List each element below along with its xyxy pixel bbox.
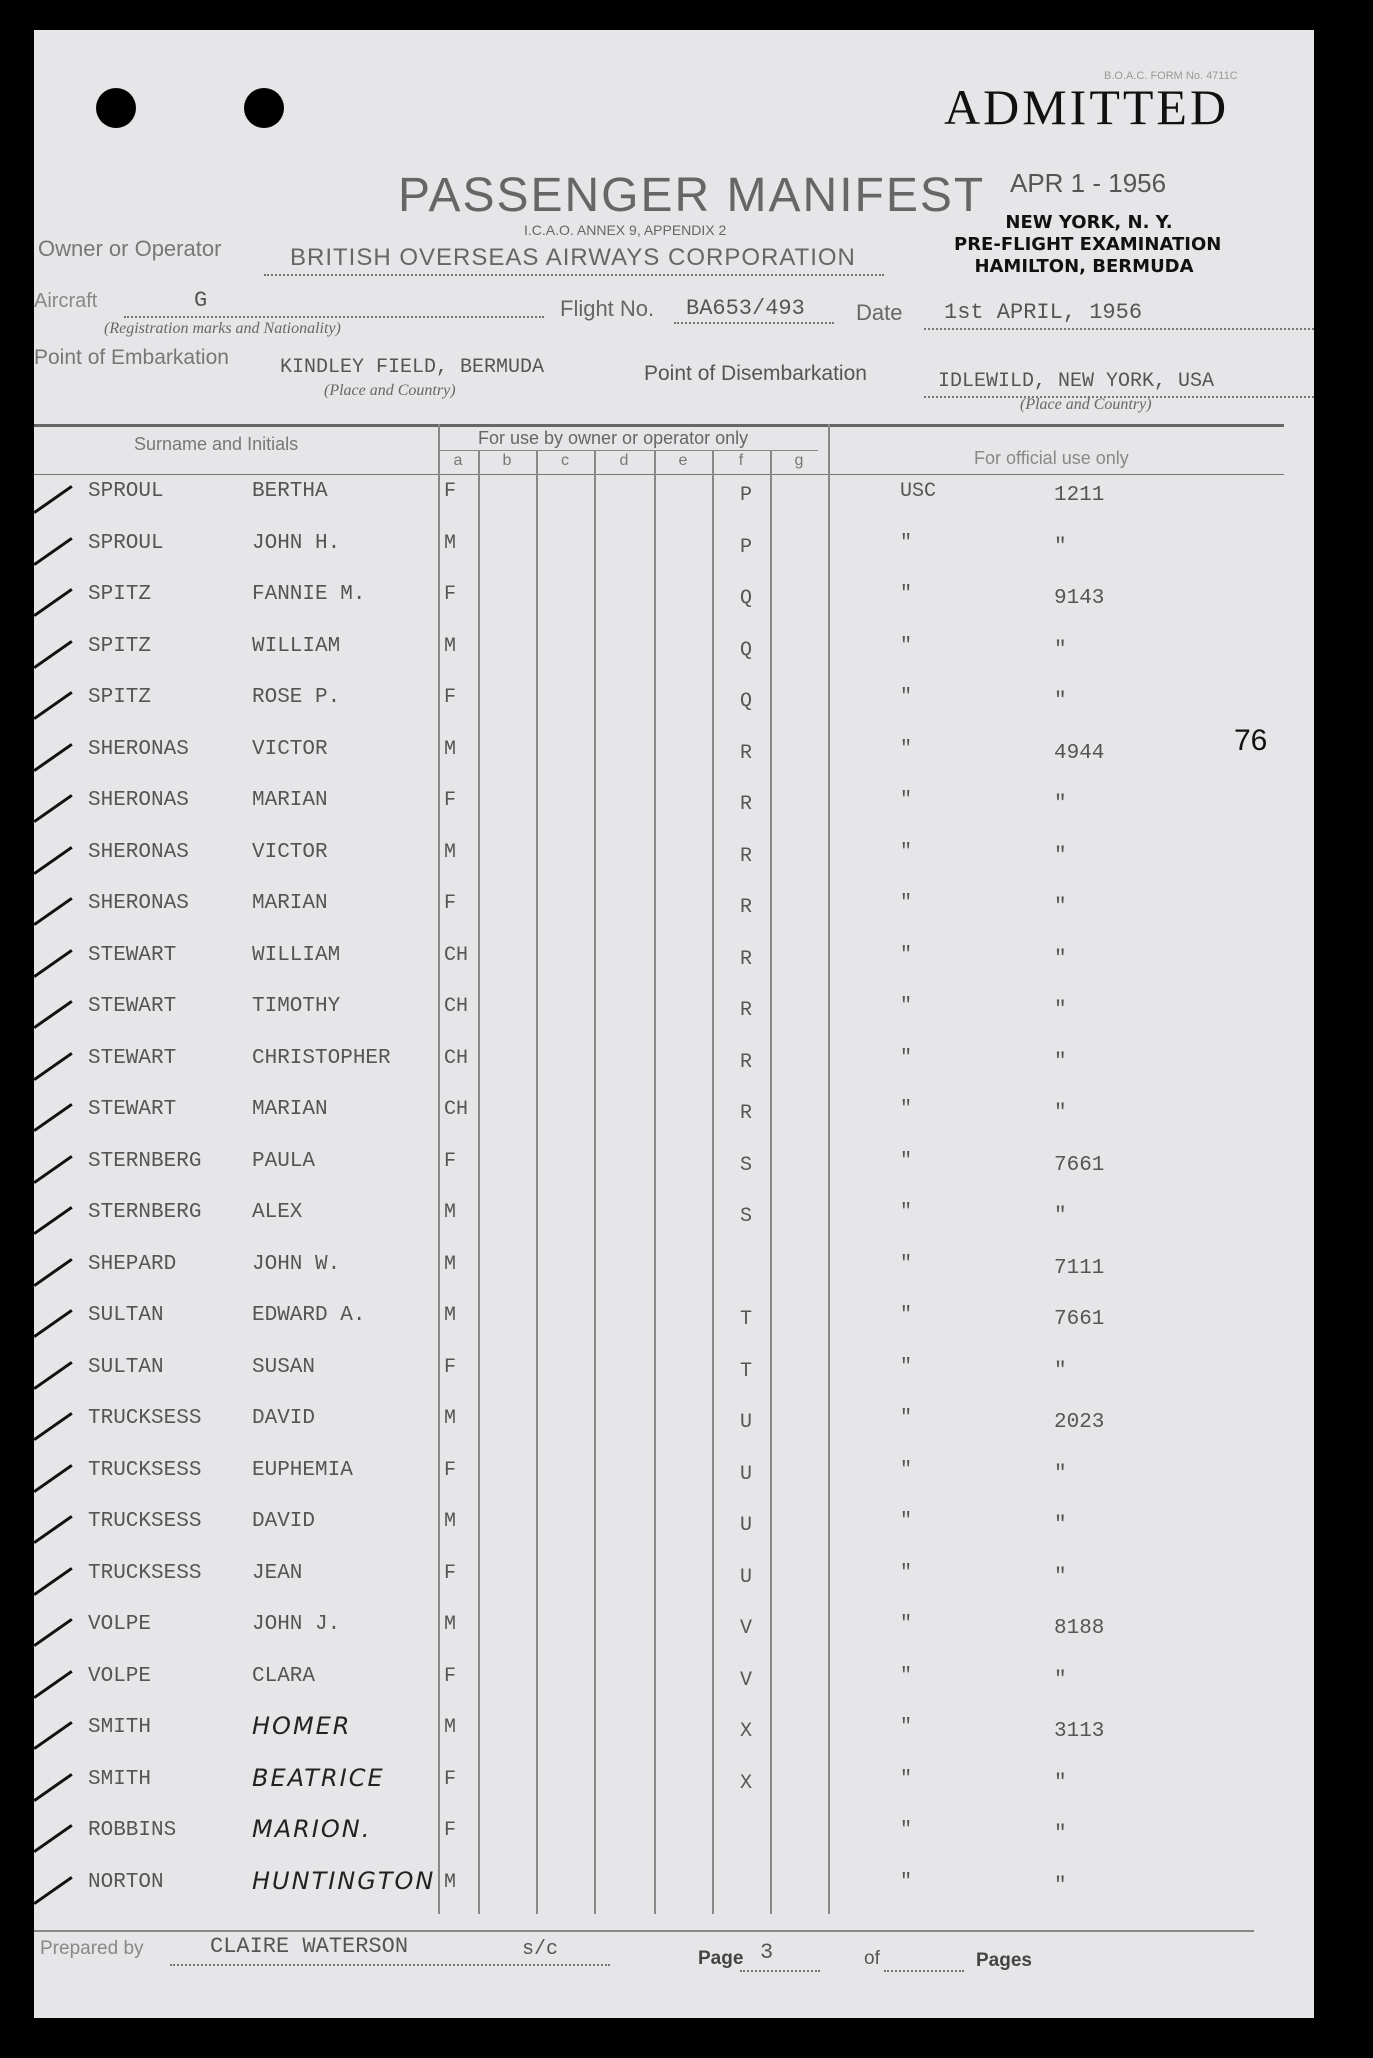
cell-group-code: R	[740, 1102, 753, 1125]
cell-official-1: "	[900, 1304, 913, 1327]
cell-official-1: "	[900, 635, 913, 658]
cell-surname: SPITZ	[88, 635, 152, 658]
table-row	[34, 1453, 1314, 1493]
cell-official-2: "	[1054, 690, 1067, 713]
cell-official-1: "	[900, 1201, 913, 1224]
disembark-label: Point of Disembarkation	[644, 362, 867, 385]
cell-official-1: "	[900, 1871, 913, 1894]
check-mark	[33, 1206, 72, 1235]
check-mark	[33, 485, 72, 514]
cell-group-code: Q	[740, 639, 753, 662]
cell-surname: STERNBERG	[88, 1150, 202, 1173]
date-label: Date	[856, 300, 903, 325]
table-row	[34, 1247, 1314, 1287]
disembark-note: (Place and Country)	[1020, 396, 1152, 413]
cell-official-1: "	[900, 1665, 913, 1688]
cell-official-2: "	[1054, 1823, 1067, 1846]
cell-official-1: "	[900, 1510, 913, 1533]
cell-sex-code: F	[444, 583, 457, 606]
cell-official-2: "	[1054, 1102, 1067, 1125]
cell-sex-code: M	[444, 635, 457, 658]
table-row	[34, 680, 1314, 720]
column-letter-d: d	[619, 452, 629, 469]
cell-group-code: T	[740, 1308, 753, 1331]
cell-given-name: BERTHA	[252, 480, 328, 503]
table-row	[34, 1401, 1314, 1441]
cell-official-2: "	[1054, 1669, 1067, 1692]
cell-group-code: Q	[740, 587, 753, 610]
cell-official-1: "	[900, 686, 913, 709]
cell-sex-code: M	[444, 1871, 457, 1894]
cell-sex-code: CH	[444, 1098, 469, 1121]
check-mark	[33, 949, 72, 978]
cell-group-code: X	[740, 1720, 753, 1743]
cell-given-name: MARIAN	[252, 789, 328, 812]
cell-group-code: S	[740, 1154, 753, 1177]
table-row	[34, 1041, 1314, 1081]
manifest-sheet	[34, 30, 1314, 2018]
cell-official-2: "	[1054, 1051, 1067, 1074]
cell-sex-code: F	[444, 686, 457, 709]
cell-official-2: "	[1054, 1205, 1067, 1228]
cell-sex-code: CH	[444, 1047, 469, 1070]
punch-hole-right	[244, 88, 284, 128]
cell-given-name: BEATRICE	[252, 1764, 385, 1792]
form-note: B.O.A.C. FORM No. 4711C	[1104, 70, 1238, 82]
check-mark	[33, 1515, 72, 1544]
check-mark	[33, 846, 72, 875]
cell-official-2: "	[1054, 1875, 1067, 1898]
cell-surname: SPITZ	[88, 583, 152, 606]
cell-sex-code: F	[444, 1562, 457, 1585]
cell-sex-code: M	[444, 1613, 457, 1636]
cell-sex-code: CH	[444, 944, 469, 967]
cell-surname: SHERONAS	[88, 841, 189, 864]
cell-given-name: HUNTINGTON	[252, 1867, 436, 1895]
check-mark	[33, 1824, 72, 1853]
cell-given-name: TIMOTHY	[252, 995, 341, 1018]
page-value: 3	[760, 1940, 774, 1965]
registration-note: (Registration marks and Nationality)	[104, 320, 341, 337]
cell-official-2: "	[1054, 948, 1067, 971]
cell-official-1: "	[900, 1407, 913, 1430]
cell-group-code: R	[740, 742, 753, 765]
cell-sex-code: M	[444, 1407, 457, 1430]
check-mark	[33, 1618, 72, 1647]
cell-official-2: 3113	[1054, 1720, 1105, 1743]
table-row	[34, 1144, 1314, 1184]
cell-surname: NORTON	[88, 1871, 164, 1894]
check-mark	[33, 1000, 72, 1029]
cell-group-code: P	[740, 484, 753, 507]
cell-given-name: FANNIE M.	[252, 583, 366, 606]
check-mark	[33, 1309, 72, 1338]
column-letter-f: f	[738, 452, 744, 469]
side-number: 76	[1234, 724, 1268, 757]
cell-surname: ROBBINS	[88, 1819, 177, 1842]
column-letter-g: g	[794, 452, 804, 469]
cell-surname: STEWART	[88, 995, 177, 1018]
cell-official-1: "	[900, 1047, 913, 1070]
cell-given-name: MARIAN	[252, 1098, 328, 1121]
cell-official-1: "	[900, 1716, 913, 1739]
stamp-location: HAMILTON, BERMUDA	[974, 256, 1194, 277]
cell-group-code: X	[740, 1772, 753, 1795]
cell-given-name: DAVID	[252, 1510, 316, 1533]
cell-official-1: "	[900, 1562, 913, 1585]
cell-official-1: "	[900, 1253, 913, 1276]
cell-sex-code: M	[444, 1201, 457, 1224]
cell-surname: SULTAN	[88, 1356, 164, 1379]
cell-sex-code: M	[444, 1253, 457, 1276]
cell-official-2: "	[1054, 1566, 1067, 1589]
cell-official-2: "	[1054, 845, 1067, 868]
cell-sex-code: F	[444, 1665, 457, 1688]
cell-surname: STEWART	[88, 944, 177, 967]
check-mark	[33, 1464, 72, 1493]
flight-value: BA653/493	[686, 296, 805, 321]
cell-official-2: 7111	[1054, 1257, 1105, 1280]
cell-group-code: U	[740, 1566, 753, 1589]
cell-group-code: V	[740, 1669, 753, 1692]
cell-sex-code: F	[444, 480, 457, 503]
table-row	[34, 1762, 1314, 1802]
cell-official-1: "	[900, 892, 913, 915]
cell-group-code: V	[740, 1617, 753, 1640]
cell-official-1: "	[900, 944, 913, 967]
table-row	[34, 1556, 1314, 1596]
sc-note: s/c	[522, 1938, 559, 1961]
cell-official-1: USC	[900, 480, 937, 503]
cell-group-code: U	[740, 1411, 753, 1434]
cell-group-code: R	[740, 999, 753, 1022]
cell-group-code: R	[740, 1051, 753, 1074]
cell-sex-code: F	[444, 1819, 457, 1842]
cell-given-name: WILLIAM	[252, 635, 341, 658]
cell-surname: SHERONAS	[88, 738, 189, 761]
cell-official-1: "	[900, 789, 913, 812]
cell-official-1: "	[900, 532, 913, 555]
cell-sex-code: F	[444, 789, 457, 812]
cell-given-name: ALEX	[252, 1201, 303, 1224]
cell-official-2: "	[1054, 793, 1067, 816]
cell-sex-code: M	[444, 532, 457, 555]
cell-official-2: 4944	[1054, 742, 1105, 765]
check-mark	[33, 588, 72, 617]
cell-official-2: 2023	[1054, 1411, 1105, 1434]
embark-value: KINDLEY FIELD, BERMUDA	[280, 356, 545, 379]
cell-surname: VOLPE	[88, 1613, 152, 1636]
cell-sex-code: F	[444, 1459, 457, 1482]
page-label: Page	[698, 1948, 744, 1969]
cell-given-name: JOHN H.	[252, 532, 341, 555]
cell-group-code: R	[740, 793, 753, 816]
cell-surname: VOLPE	[88, 1665, 152, 1688]
check-mark	[33, 537, 72, 566]
of-label: of	[864, 1948, 880, 1969]
cell-sex-code: M	[444, 738, 457, 761]
cell-given-name: JOHN J.	[252, 1613, 341, 1636]
column-letter-b: b	[502, 452, 512, 469]
cell-official-2: "	[1054, 1463, 1067, 1486]
cell-given-name: EUPHEMIA	[252, 1459, 353, 1482]
cell-group-code: U	[740, 1514, 753, 1537]
stamp-exam: PRE-FLIGHT EXAMINATION	[954, 234, 1222, 255]
table-row	[34, 1659, 1314, 1699]
page-title: PASSENGER MANIFEST	[398, 169, 986, 222]
table-row	[34, 629, 1314, 669]
table-row	[34, 1710, 1314, 1750]
cell-official-1: "	[900, 738, 913, 761]
check-mark	[33, 1052, 72, 1081]
table-row	[34, 1195, 1314, 1235]
pages-label: Pages	[976, 1950, 1032, 1971]
cell-sex-code: M	[444, 1716, 457, 1739]
table-row	[34, 1865, 1314, 1905]
check-mark	[33, 794, 72, 823]
cell-group-code: R	[740, 896, 753, 919]
cell-official-1: "	[900, 1098, 913, 1121]
cell-given-name: CHRISTOPHER	[252, 1047, 391, 1070]
owner-label: Owner or Operator	[38, 236, 222, 261]
check-mark	[33, 691, 72, 720]
cell-surname: SMITH	[88, 1768, 152, 1791]
check-mark	[33, 640, 72, 669]
check-mark	[33, 743, 72, 772]
cell-group-code: S	[740, 1205, 753, 1228]
table-row	[34, 1350, 1314, 1390]
stamp-place: NEW YORK, N. Y.	[1005, 212, 1173, 233]
cell-sex-code: CH	[444, 995, 469, 1018]
cell-surname: STEWART	[88, 1098, 177, 1121]
cell-given-name: ROSE P.	[252, 686, 341, 709]
cell-official-1: "	[900, 1150, 913, 1173]
page-subtitle: I.C.A.O. ANNEX 9, APPENDIX 2	[524, 222, 727, 238]
cell-sex-code: F	[444, 1356, 457, 1379]
cell-surname: SHERONAS	[88, 892, 189, 915]
table-row	[34, 886, 1314, 926]
table-row	[34, 1092, 1314, 1132]
table-row	[34, 783, 1314, 823]
cell-given-name: JEAN	[252, 1562, 303, 1585]
cell-official-1: "	[900, 1819, 913, 1842]
check-mark	[33, 1567, 72, 1596]
admitted-stamp: ADMITTED	[944, 79, 1230, 135]
check-mark	[33, 897, 72, 926]
cell-official-1: "	[900, 841, 913, 864]
table-row	[34, 732, 1314, 772]
cell-official-2: 9143	[1054, 587, 1105, 610]
check-mark	[33, 1155, 72, 1184]
cell-official-2: 1211	[1054, 484, 1105, 507]
cell-given-name: CLARA	[252, 1665, 316, 1688]
cell-group-code: R	[740, 948, 753, 971]
cell-sex-code: F	[444, 1768, 457, 1791]
date-value: 1st APRIL, 1956	[944, 300, 1143, 325]
cell-official-2: "	[1054, 536, 1067, 559]
column-header-official: For official use only	[974, 448, 1129, 468]
cell-given-name: VICTOR	[252, 738, 328, 761]
cell-official-2: "	[1054, 896, 1067, 919]
cell-surname: SHERONAS	[88, 789, 189, 812]
cell-official-2: "	[1054, 999, 1067, 1022]
table-row	[34, 474, 1314, 514]
cell-surname: TRUCKSESS	[88, 1459, 202, 1482]
cell-given-name: JOHN W.	[252, 1253, 341, 1276]
cell-sex-code: F	[444, 892, 457, 915]
cell-given-name: DAVID	[252, 1407, 316, 1430]
cell-given-name: MARIAN	[252, 892, 328, 915]
cell-official-1: "	[900, 583, 913, 606]
cell-official-1: "	[900, 1613, 913, 1636]
table-row	[34, 835, 1314, 875]
table-row	[34, 1813, 1314, 1853]
column-header-surname: Surname and Initials	[134, 434, 299, 454]
prepared-value: CLAIRE WATERSON	[210, 1934, 409, 1959]
check-mark	[33, 1773, 72, 1802]
cell-group-code: Q	[740, 690, 753, 713]
cell-sex-code: F	[444, 1150, 457, 1173]
cell-official-1: "	[900, 1356, 913, 1379]
cell-surname: SPITZ	[88, 686, 152, 709]
cell-given-name: HOMER	[252, 1712, 352, 1740]
cell-sex-code: M	[444, 1304, 457, 1327]
cell-official-2: "	[1054, 1772, 1067, 1795]
punch-hole-left	[96, 88, 136, 128]
cell-given-name: SUSAN	[252, 1356, 316, 1379]
cell-group-code: U	[740, 1463, 753, 1486]
table-row	[34, 1504, 1314, 1544]
column-letter-c: c	[561, 452, 569, 469]
cell-given-name: WILLIAM	[252, 944, 341, 967]
column-header-owner-use: For use by owner or operator only	[478, 428, 749, 448]
cell-surname: STEWART	[88, 1047, 177, 1070]
cell-given-name: VICTOR	[252, 841, 328, 864]
cell-surname: SULTAN	[88, 1304, 164, 1327]
table-row	[34, 989, 1314, 1029]
cell-official-2: 8188	[1054, 1617, 1105, 1640]
cell-official-1: "	[900, 1459, 913, 1482]
cell-surname: SPROUL	[88, 532, 164, 555]
cell-surname: STERNBERG	[88, 1201, 202, 1224]
cell-official-2: 7661	[1054, 1308, 1105, 1331]
cell-given-name: EDWARD A.	[252, 1304, 366, 1327]
check-mark	[33, 1103, 72, 1132]
check-mark	[33, 1721, 72, 1750]
aircraft-value: G	[194, 288, 208, 313]
cell-surname: SHEPARD	[88, 1253, 177, 1276]
cell-official-2: "	[1054, 639, 1067, 662]
cell-sex-code: M	[444, 841, 457, 864]
table-row	[34, 1298, 1314, 1338]
cell-surname: SMITH	[88, 1716, 152, 1739]
disembark-value: IDLEWILD, NEW YORK, USA	[938, 370, 1215, 393]
check-mark	[33, 1670, 72, 1699]
stamp-date: APR 1 - 1956	[1010, 168, 1167, 198]
cell-official-2: "	[1054, 1360, 1067, 1383]
cell-given-name: MARION.	[252, 1815, 372, 1843]
cell-official-1: "	[900, 995, 913, 1018]
cell-group-code: P	[740, 536, 753, 559]
flight-label: Flight No.	[560, 296, 655, 321]
check-mark	[33, 1412, 72, 1441]
table-row	[34, 938, 1314, 978]
cell-group-code: T	[740, 1360, 753, 1383]
cell-group-code: R	[740, 845, 753, 868]
cell-official-2: "	[1054, 1514, 1067, 1537]
table-row	[34, 1607, 1314, 1647]
check-mark	[33, 1361, 72, 1390]
table-row	[34, 577, 1314, 617]
cell-surname: SPROUL	[88, 480, 164, 503]
owner-value: BRITISH OVERSEAS AIRWAYS CORPORATION	[290, 244, 856, 271]
cell-surname: TRUCKSESS	[88, 1407, 202, 1430]
table-row	[34, 526, 1314, 566]
column-letter-e: e	[678, 452, 688, 469]
cell-sex-code: M	[444, 1510, 457, 1533]
prepared-label: Prepared by	[40, 1938, 144, 1959]
embark-note: (Place and Country)	[324, 382, 456, 399]
aircraft-label: Aircraft	[34, 290, 98, 312]
check-mark	[33, 1876, 72, 1905]
column-letter-a: a	[453, 452, 463, 469]
cell-official-1: "	[900, 1768, 913, 1791]
cell-given-name: PAULA	[252, 1150, 316, 1173]
embark-label: Point of Embarkation	[34, 346, 229, 369]
cell-official-2: 7661	[1054, 1154, 1105, 1177]
cell-surname: TRUCKSESS	[88, 1562, 202, 1585]
check-mark	[33, 1258, 72, 1287]
cell-surname: TRUCKSESS	[88, 1510, 202, 1533]
